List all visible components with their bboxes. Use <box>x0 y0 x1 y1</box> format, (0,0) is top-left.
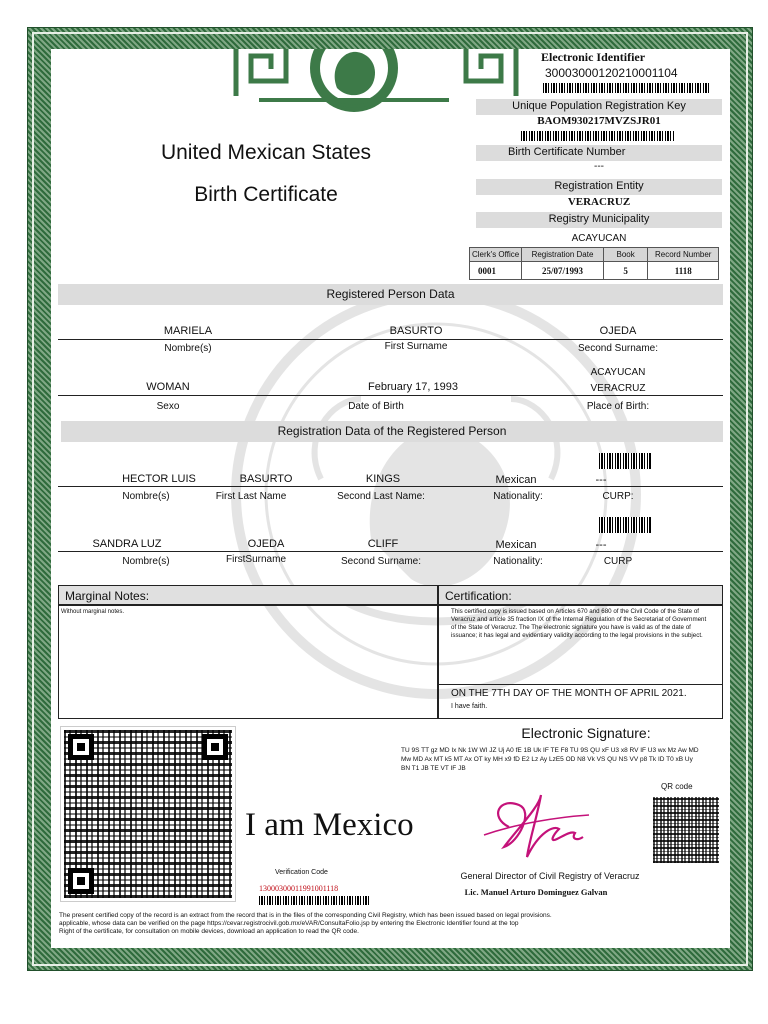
parent1-given-names-value: HECTOR LUIS <box>122 473 196 485</box>
curp-value: BAOM930217MVZSJR01 <box>537 115 661 127</box>
place-line2-value: VERACRUZ <box>590 383 646 394</box>
registration-entity-value: VERACRUZ <box>567 196 631 208</box>
divider <box>58 486 723 487</box>
parent1-curp-label: CURP: <box>602 491 634 502</box>
certification-body: This certified copy is issued based on Articles 670 and 680 of the Civil Code of the State of Veracruz and article 35 fraction IX of the Internal Regulation of the Secretariat of Government of the State of Veracruz. The The electronic signature you have is valid as of the date of issuance; it has legal and evidentiary validity according to the legal provisions in the subject. <box>451 608 707 639</box>
electronic-signature-code: TU 9S TT gz MD Ix Nk 1W WI JZ Uj A0 fE 1B Uk IF TE F8 TU 9S QU xF U3 x8 RV IF U3 wx Mz Aw MD Mw MD Ax MT k5 MT Ax OT ky MH x9 fD E2 Lz Ay LzE5 OD N8 Vk VS QU NS VV p8 Tk ID T0 xB Uy BN T1 JB TE VT IF JB <box>401 747 699 772</box>
slogan-text: I am Mexico <box>245 807 414 843</box>
divider <box>58 551 723 552</box>
divider <box>58 395 723 396</box>
electronic-identifier-barcode <box>543 83 711 93</box>
certification-date: ON THE 7TH DAY OF THE MONTH OF APRIL 2021. <box>451 688 687 699</box>
parent2-nationality-label: Nationality: <box>493 556 543 567</box>
country-title: United Mexican States <box>160 141 372 164</box>
table-cell-clerks-office: 0001 <box>470 262 522 280</box>
national-seal-icon <box>259 49 449 116</box>
parent2-nationality-value: Mexican <box>495 539 537 551</box>
parent1-nationality-value: Mexican <box>495 474 537 486</box>
director-title: General Director of Civil Registry of Veracruz <box>460 871 640 881</box>
table-cell-book: 5 <box>603 262 648 280</box>
registry-municipality-value: ACAYUCAN <box>571 233 627 244</box>
table-header-book: Book <box>603 248 648 262</box>
greek-fret-right-icon <box>451 49 521 101</box>
place-line1-value: ACAYUCAN <box>590 367 646 378</box>
first-surname-value: BASURTO <box>389 325 443 337</box>
director-name: Lic. Manuel Arturo Dominguez Galvan <box>464 887 608 897</box>
footer-notice <box>59 912 724 936</box>
marginal-notes-box <box>58 605 438 719</box>
document-title: Birth Certificate <box>194 183 338 206</box>
divider <box>58 339 723 340</box>
electronic-signature-title: Electronic Signature: <box>521 725 651 741</box>
footer-line-1: The present certified copy of the record is an extract from the record that is in the files of the corresponding Civil Registry, which has been issued based on legal provisions. <box>59 912 552 919</box>
second-surname-value: OJEDA <box>599 325 637 337</box>
date-of-birth-value: February 17, 1993 <box>368 381 458 393</box>
table-cell-registration-date: 25/07/1993 <box>522 262 604 280</box>
electronic-identifier-value: 30003000120210001104 <box>545 66 678 80</box>
marginal-notes-title: Marginal Notes: <box>58 585 438 605</box>
certification-faith: I have faith. <box>451 703 488 710</box>
table-header-record-number: Record Number <box>648 248 719 262</box>
parent2-curp-barcode <box>599 517 651 533</box>
registry-municipality-label: Registry Municipality <box>476 212 722 228</box>
sex-value: WOMAN <box>146 381 190 393</box>
birth-cert-number-label: Birth Certificate Number <box>476 145 722 161</box>
parent1-second-surname-value: KINGS <box>365 473 401 485</box>
verification-code-value: 13000300011991001118 <box>259 884 339 893</box>
verification-code-label: Verification Code <box>275 869 328 876</box>
certification-title: Certification: <box>438 585 723 605</box>
sex-label: Sexo <box>156 401 180 412</box>
table-header-registration-date: Registration Date <box>522 248 604 262</box>
given-names-label: Nombre(s) <box>164 343 212 354</box>
footer-line-2: applicable, whose data can be verified on the page https://cevar.registrocivil.gob.mx/eVAR/ConsultaFolio.jsp by entering the Electronic Identifier found at the top <box>59 920 519 927</box>
date-of-birth-label: Date of Birth <box>348 401 404 412</box>
table-cell-record-number: 1118 <box>648 262 719 280</box>
parent2-first-surname-label: FirstSurname <box>225 554 286 565</box>
qr-finder-icon <box>68 868 94 894</box>
parent1-first-surname-value: BASURTO <box>239 473 293 485</box>
second-surname-label: Second Surname: <box>577 343 659 354</box>
first-surname-label: First Surname <box>384 341 448 352</box>
table-header-clerks-office: Clerk's Office <box>470 248 522 262</box>
parent2-first-surname-value: OJEDA <box>247 538 285 550</box>
parent1-second-surname-label: Second Last Name: <box>337 491 425 502</box>
certificate-paper <box>51 49 730 948</box>
birth-cert-number-value: --- <box>594 161 604 172</box>
given-names-value: MARIELA <box>163 325 213 337</box>
verification-barcode <box>259 896 369 905</box>
electronic-identifier-label: Electronic Identifier <box>541 50 646 64</box>
parent1-first-surname-label: First Last Name <box>215 491 287 502</box>
parent1-nationality-label: Nationality: <box>493 491 543 502</box>
parent1-curp-value: --- <box>595 474 607 486</box>
parent2-curp-value: --- <box>595 539 607 551</box>
parent2-given-names-label: Nombre(s) <box>122 556 170 567</box>
registration-entity-label: Registration Entity <box>476 179 722 195</box>
parent2-curp-label: CURP <box>603 556 633 567</box>
parent1-curp-barcode <box>599 453 651 469</box>
footer-line-3: Right of the certificate, for consultation on mobile devices, download an application to read the QR code. <box>59 928 359 935</box>
parent1-given-names-label: Nombre(s) <box>122 491 170 502</box>
place-of-birth-label: Place of Birth: <box>586 401 650 412</box>
registered-person-section-title: Registered Person Data <box>58 284 723 305</box>
registration-table <box>469 247 719 280</box>
certification-box <box>438 605 723 719</box>
marginal-notes-body: Without marginal notes. <box>61 609 125 615</box>
curp-label: Unique Population Registration Key <box>476 99 722 115</box>
parent2-given-names-value: SANDRA LUZ <box>92 538 162 550</box>
registration-data-section-title: Registration Data of the Registered Person <box>61 421 723 442</box>
parent2-second-surname-label: Second Surname: <box>340 556 422 567</box>
verification-qr-code <box>61 727 235 901</box>
divider <box>439 684 722 685</box>
qr-code-label: QR code <box>661 782 693 791</box>
qr-finder-icon <box>202 734 228 760</box>
parent2-second-surname-value: CLIFF <box>367 538 399 550</box>
qr-finder-icon <box>68 734 94 760</box>
curp-barcode <box>521 131 675 141</box>
small-qr-code <box>653 797 719 863</box>
handwritten-signature-icon <box>479 787 599 867</box>
